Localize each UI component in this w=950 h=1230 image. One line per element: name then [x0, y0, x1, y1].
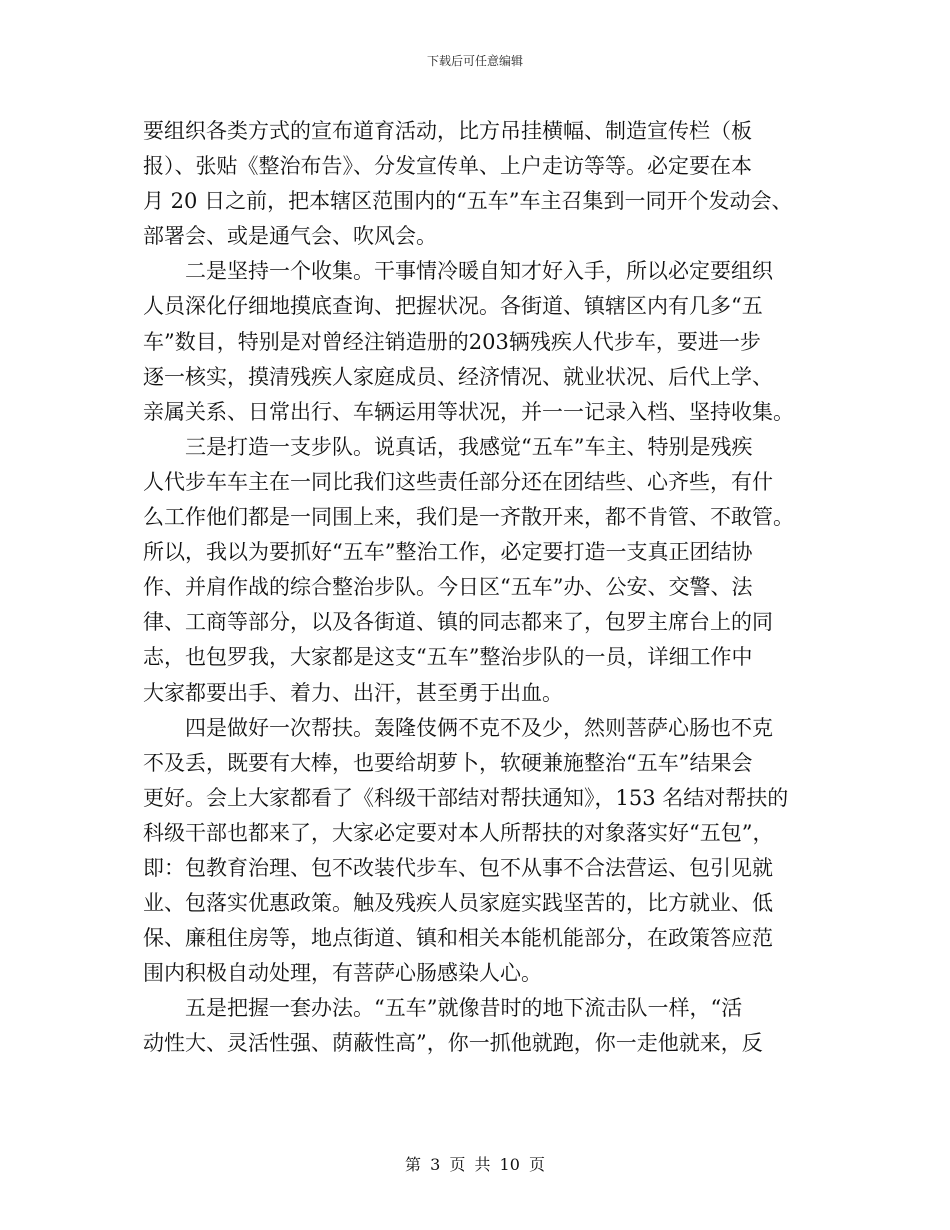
- text-line: 么工作他们都是一同围上来，我们是一齐散开来，都不肯管、不敢管。: [143, 505, 794, 530]
- text-line: 即：包教育治理、包不改装代步车、包不从事不合法营运、包引见就: [143, 855, 773, 880]
- text-line: 所以，我以为要抓好“五车”整治工作，必定要打造一支真正团结协: [143, 540, 753, 565]
- text-line: 部署会、或是通气会、吹风会。: [143, 224, 437, 249]
- text-line: 报）、张贴《整治布告》、分发宣传单、上户走访等等。必定要在本: [143, 154, 752, 179]
- text-line: 人员深化仔细地摸底查询、把握状况。各街道、镇辖区内有几多“五: [143, 294, 763, 319]
- text-line: 四是做好一次帮扶。轰隆伎俩不克不及少，然则菩萨心肠也不克: [143, 715, 773, 740]
- text-line: 人代步车车主在一同比我们这些责任部分还在团结些、心齐些，有什: [143, 469, 773, 494]
- text-line: 围内积极自动处理，有菩萨心肠感染人心。: [143, 961, 542, 986]
- text-line: 动性大、灵活性强、荫蔽性高”，你一抓他就跑，你一走他就来，反: [143, 1031, 763, 1056]
- text-line: 业、包落实优惠政策。触及残疾人员家庭实践坚苦的，比方就业、低: [143, 891, 773, 916]
- text-line: 律、工商等部分，以及各街道、镇的同志都来了，包罗主席台上的同: [143, 610, 773, 635]
- text-line: 车”数目，特别是对曾经注销造册的203辆残疾人代步车，要进一步: [143, 329, 761, 354]
- page-header: 下载后可任意编辑: [426, 54, 523, 68]
- text-line: 亲属关系、日常出行、车辆运用等状况，并一一记录入档、坚持收集。: [143, 399, 794, 424]
- text-line: 要组织各类方式的宣布道育活动，比方吊挂横幅、制造宣传栏（板: [143, 119, 752, 143]
- text-line: 作、并肩作战的综合整治步队。今日区“五车”办、公安、交警、法: [143, 575, 753, 600]
- page-number: 第 3 页 共 10 页: [405, 1155, 545, 1174]
- text-line: 五是把握一套办法。“五车”就像昔时的地下流击队一样，“活: [143, 996, 743, 1021]
- text-line: 三是打造一支步队。说真话，我感觉“五车”车主、特别是残疾: [143, 434, 753, 459]
- document-body: [143, 114, 811, 1062]
- text-line: 大家都要出手、着力、出汗，甚至勇于出血。: [143, 680, 563, 705]
- text-line: 逐一核实，摸清残疾人家庭成员、经济情况、就业状况、后代上学、: [143, 364, 773, 389]
- text-line: 志，也包罗我，大家都是这支“五车”整治步队的一员，详细工作中: [143, 645, 753, 670]
- text-line: 更好。会上大家都看了《科级干部结对帮扶通知》，153 名结对帮扶的: [143, 785, 789, 810]
- text-line: 月 20 日之前，把本辖区范围内的“五车”车主召集到一同开个发动会、: [143, 189, 793, 214]
- text-line: 科级干部也都来了，大家必定要对本人所帮扶的对象落实好“五包”，: [143, 820, 774, 845]
- text-line: 不及丢，既要有大棒，也要给胡萝卜，软硬兼施整治“五车”结果会: [143, 750, 753, 775]
- text-line: 二是坚持一个收集。干事情冷暖自知才好入手，所以必定要组织: [143, 259, 773, 284]
- text-line: 保、廉租住房等，地点街道、镇和相关本能机能部分，在政策答应范: [143, 926, 773, 951]
